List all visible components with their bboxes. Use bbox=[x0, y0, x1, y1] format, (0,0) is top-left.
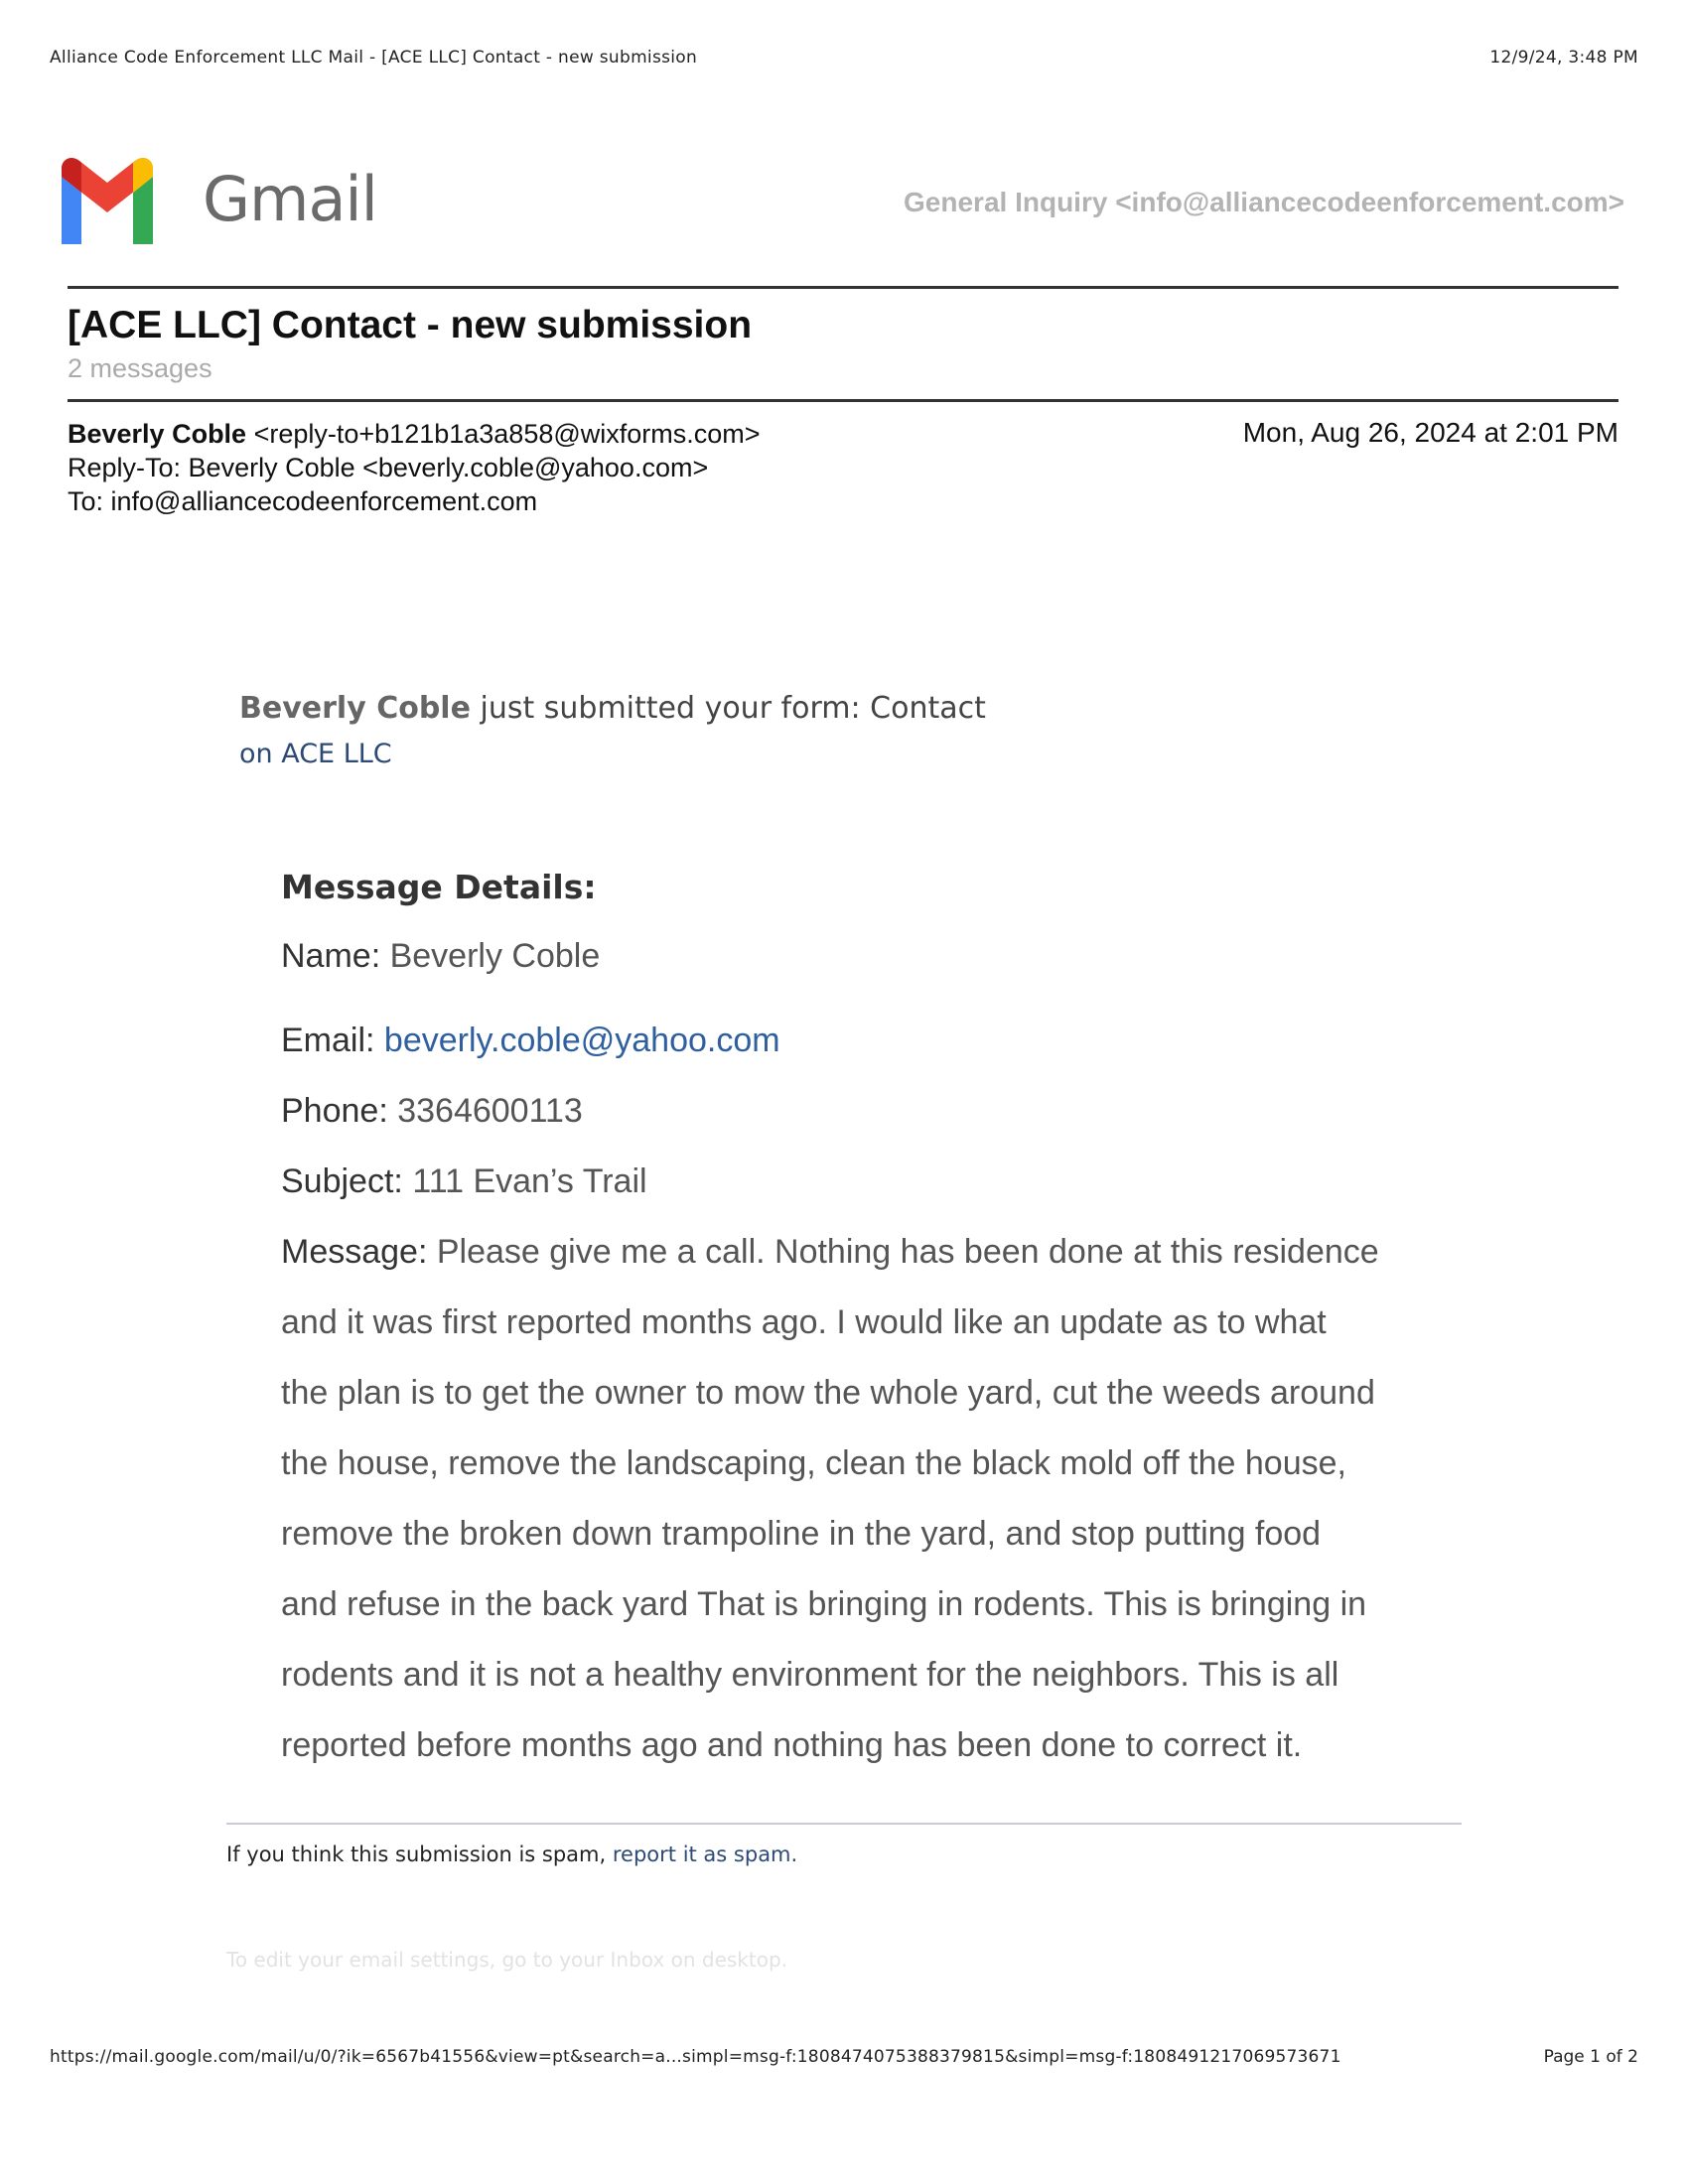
spam-note bbox=[226, 1843, 797, 1866]
message-count: 2 messages bbox=[68, 353, 212, 383]
print-header-date: 12/9/24, 3:48 PM bbox=[1489, 48, 1638, 68]
email-field bbox=[281, 1006, 1433, 1076]
name-value: Beverly Coble bbox=[389, 937, 601, 975]
message-line: and refuse in the back yard That is bringing in rodents. This is bringing in bbox=[281, 1585, 1367, 1623]
message-label: Message: bbox=[281, 1233, 428, 1271]
message-line: and it was first reported months ago. I would like an update as to what bbox=[281, 1303, 1327, 1341]
page-number: Page 1 of 2 bbox=[1543, 2047, 1638, 2067]
name-field bbox=[281, 934, 1433, 978]
report-spam-link[interactable]: report it as spam bbox=[612, 1843, 791, 1866]
account-identity: General Inquiry <info@alliancecodeenforcement.com> bbox=[904, 187, 1624, 217]
message-details bbox=[281, 868, 1433, 1781]
spam-note-text: If you think this submission is spam, bbox=[226, 1843, 607, 1866]
message-meta bbox=[68, 417, 761, 518]
print-header-title: Alliance Code Enforcement LLC Mail - [ACE LLC] Contact - new submission bbox=[50, 48, 698, 68]
gmail-m-icon bbox=[56, 157, 159, 244]
phone-label: Phone: bbox=[281, 1092, 388, 1130]
message-line: remove the broken down trampoline in the yard, and stop putting food bbox=[281, 1515, 1322, 1553]
print-footer-url: https://mail.google.com/mail/u/0/?ik=6567b41556&view=pt&search=a...simpl=msg-f:1808474075388379815&simpl=msg-f:1808491217069573671 bbox=[50, 2047, 1341, 2067]
from-line bbox=[68, 417, 761, 451]
message-line: rodents and it is not a healthy environment for the neighbors. This is all bbox=[281, 1656, 1339, 1694]
subject-value: 111 Evan’s Trail bbox=[412, 1162, 647, 1200]
message-line: the house, remove the landscaping, clean the black mold off the house, bbox=[281, 1444, 1346, 1482]
details-heading: Message Details: bbox=[281, 868, 597, 906]
site-link[interactable]: on ACE LLC bbox=[239, 739, 392, 769]
email-link[interactable]: beverly.coble@yahoo.com bbox=[383, 1022, 780, 1059]
message-line: the plan is to get the owner to mow the whole yard, cut the weeds around bbox=[281, 1374, 1375, 1412]
subject-field bbox=[281, 1147, 1433, 1217]
message-field bbox=[281, 1217, 1433, 1781]
spam-note-period: . bbox=[790, 1843, 798, 1866]
form-intro bbox=[239, 691, 986, 726]
reply-to-line: Reply-To: Beverly Coble <beverly.coble@yahoo.com> bbox=[68, 453, 709, 482]
name-label: Name: bbox=[281, 937, 381, 975]
thread-divider bbox=[68, 399, 1618, 402]
message-line: reported before months ago and nothing has been done to correct it. bbox=[281, 1726, 1303, 1764]
from-name: Beverly Coble bbox=[68, 419, 247, 449]
form-intro-text: just submitted your form: Contact bbox=[480, 691, 986, 726]
to-line: To: info@alliancecodeenforcement.com bbox=[68, 486, 538, 516]
message-line bbox=[281, 1217, 1433, 1288]
email-label: Email: bbox=[281, 1022, 375, 1059]
gmail-header bbox=[56, 157, 1624, 246]
from-address: <reply-to+b121b1a3a858@wixforms.com> bbox=[253, 419, 761, 449]
footer-divider bbox=[226, 1823, 1462, 1825]
subject-label: Subject: bbox=[281, 1162, 403, 1200]
gmail-wordmark: Gmail bbox=[203, 163, 377, 235]
phone-field bbox=[281, 1076, 1433, 1147]
header-divider bbox=[68, 286, 1618, 289]
phone-value: 3364600113 bbox=[397, 1092, 583, 1130]
form-sender: Beverly Coble bbox=[239, 691, 471, 726]
thread-subject: [ACE LLC] Contact - new submission bbox=[68, 304, 753, 346]
message-text: Please give me a call. Nothing has been done at this residence bbox=[436, 1233, 1379, 1271]
message-date: Mon, Aug 26, 2024 at 2:01 PM bbox=[1242, 417, 1618, 448]
settings-note: To edit your email settings, go to your Inbox on desktop. bbox=[226, 1948, 788, 1972]
